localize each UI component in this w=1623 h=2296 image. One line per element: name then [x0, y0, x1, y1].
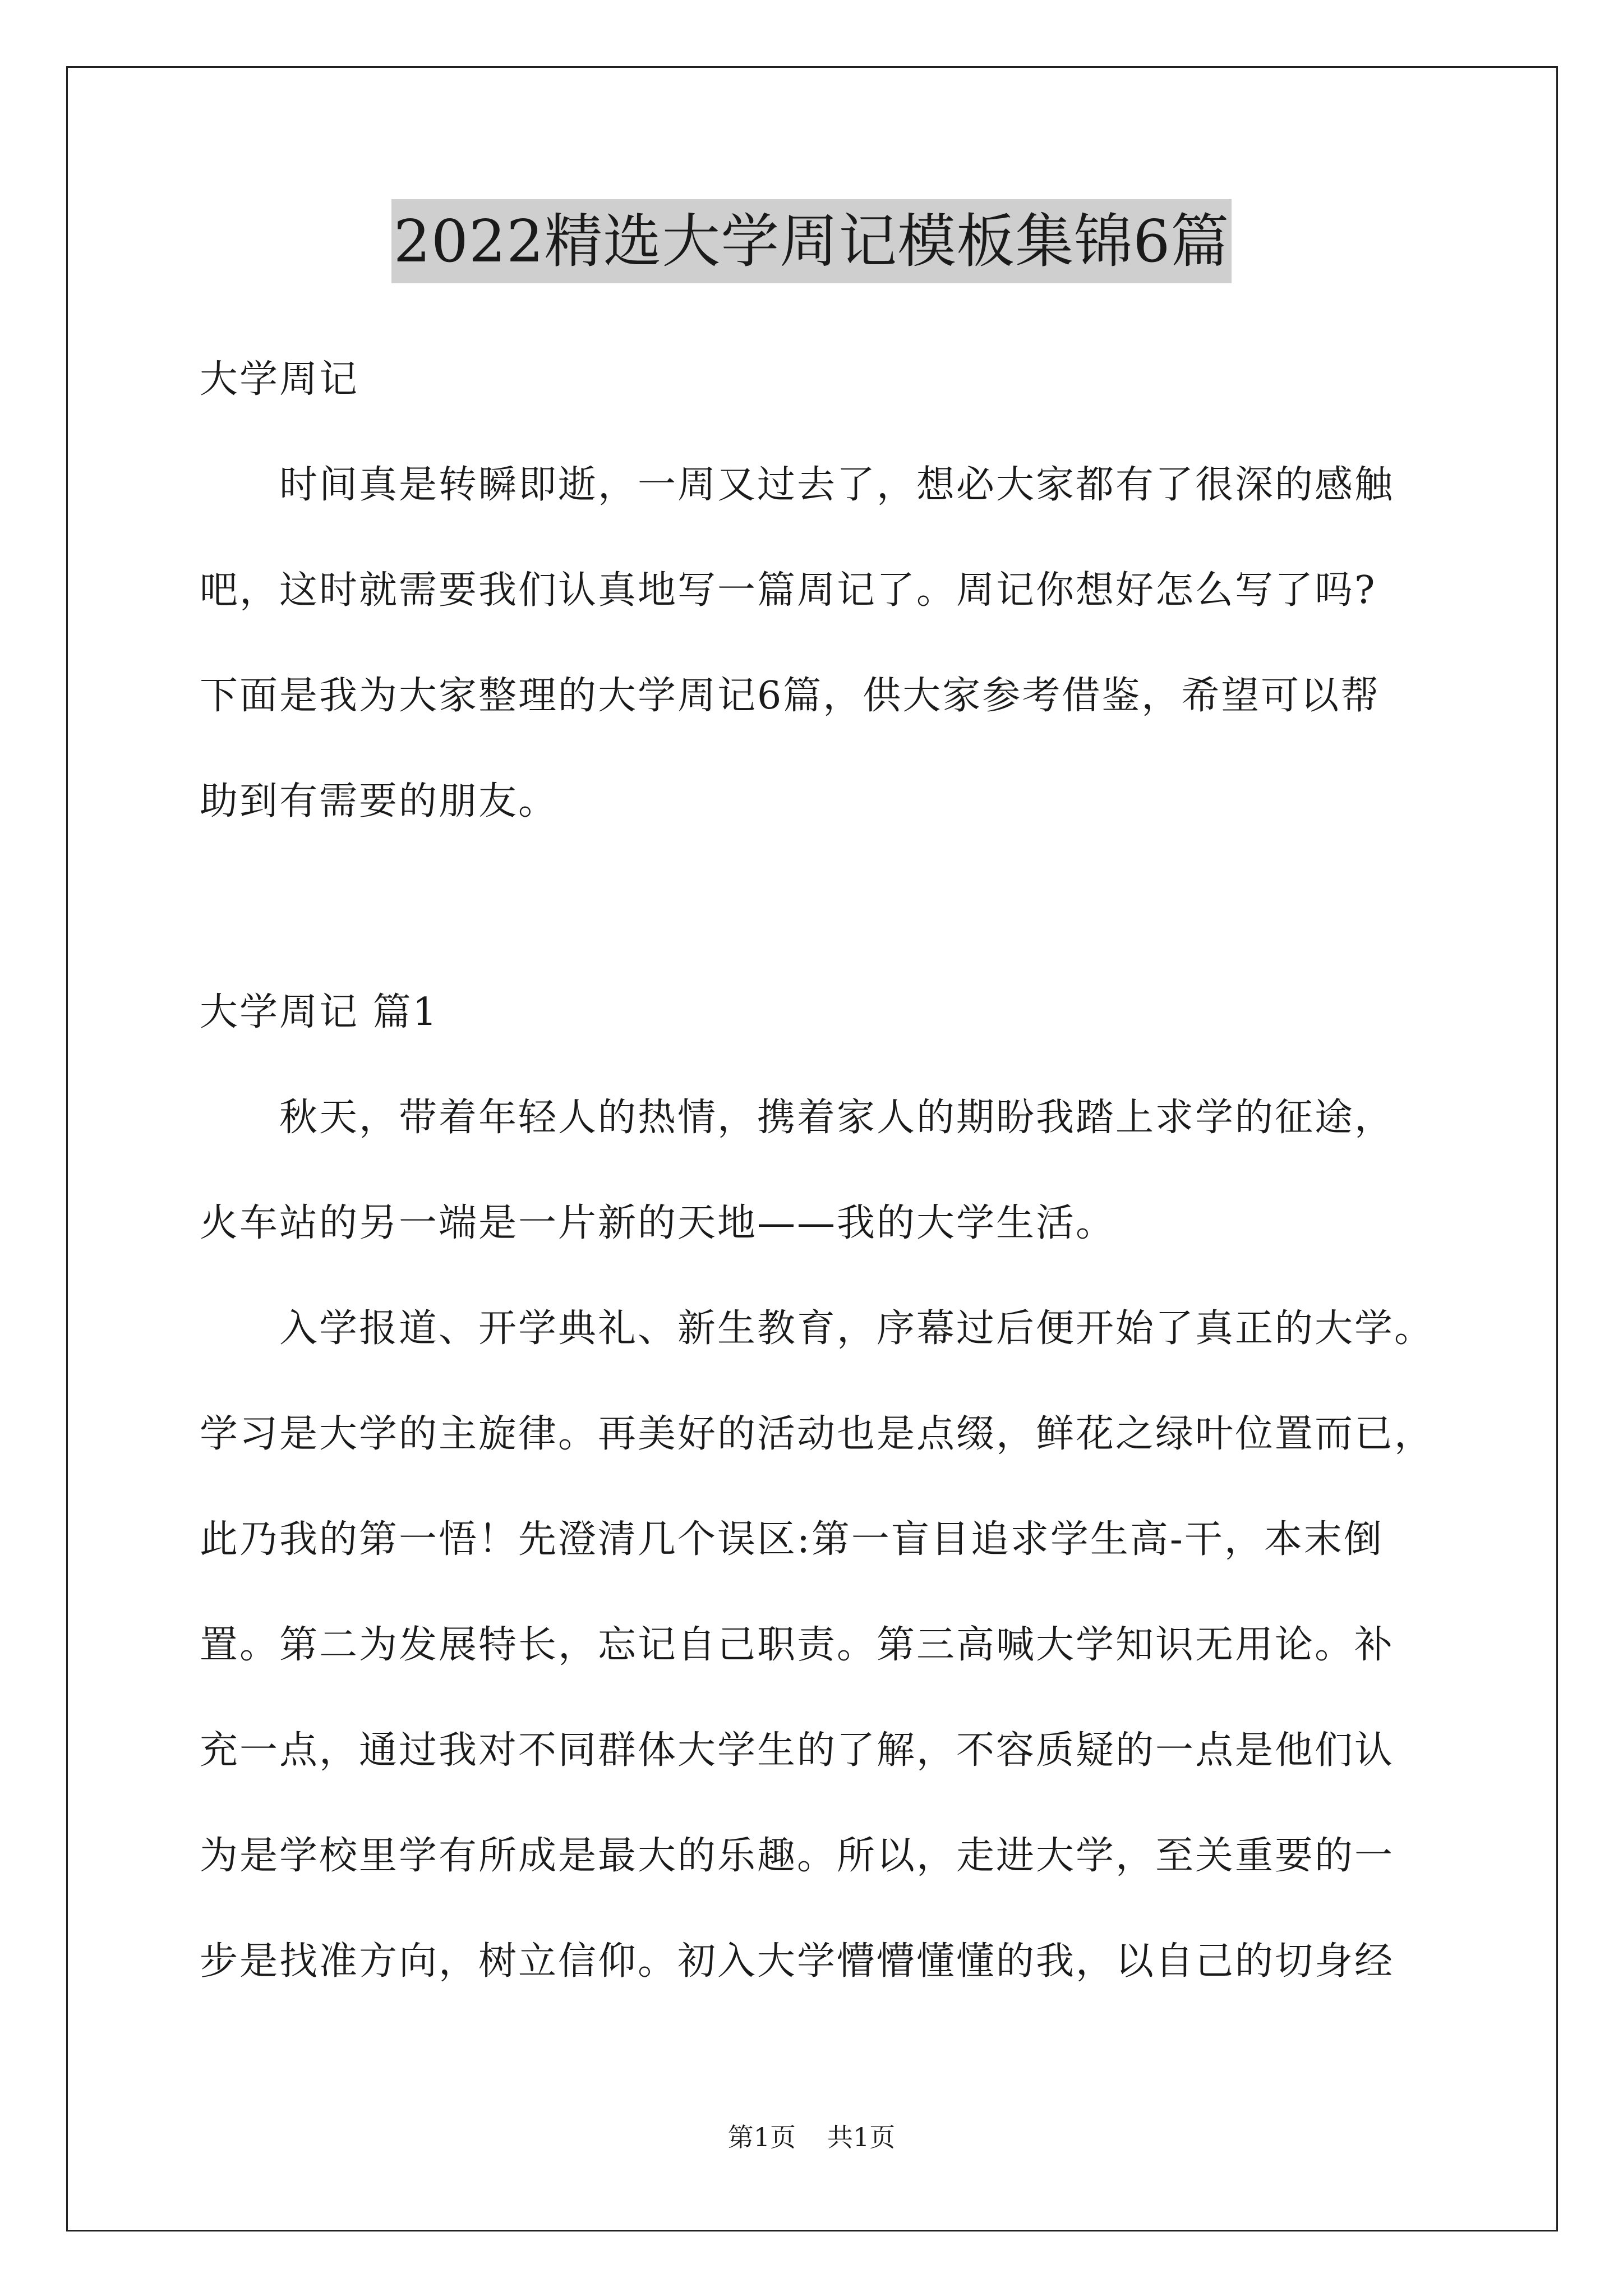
paragraph-line: 为是学校里学有所成是最大的乐趣。所以，走进大学，至关重要的一	[200, 1834, 1395, 1878]
paragraph-line: 时间真是转瞬即逝，一周又过去了，想必大家都有了很深的感触	[279, 463, 1395, 507]
page-total: 共1页	[827, 2122, 896, 2152]
section-heading-intro: 大学周记	[200, 357, 359, 402]
paragraph-line: 火车站的另一端是一片新的天地——我的大学生活。	[200, 1201, 1116, 1245]
paragraph-line: 秋天，带着年轻人的热情，携着家人的期盼我踏上求学的征途，	[279, 1096, 1395, 1140]
paragraph-line: 此乃我的第一悟！先澄清几个误区:第一盲目追求学生高-干，本末倒	[200, 1517, 1384, 1562]
page-footer	[0, 2120, 1623, 2154]
section-heading-part1: 大学周记 篇1	[200, 990, 439, 1034]
paragraph-line: 入学报道、开学典礼、新生教育，序幕过后便开始了真正的大学。	[279, 1306, 1435, 1351]
document-title: 2022精选大学周记模板集锦6篇	[391, 199, 1232, 283]
paragraph-line: 学习是大学的主旋律。再美好的活动也是点缀，鲜花之绿叶位置而已，	[200, 1412, 1435, 1456]
paragraph-line: 下面是我为大家整理的大学周记6篇，供大家参考借鉴，希望可以帮	[200, 674, 1381, 718]
paragraph-line: 置。第二为发展特长，忘记自己职责。第三高喊大学知识无用论。补	[200, 1623, 1395, 1667]
paragraph-line: 助到有需要的朋友。	[200, 779, 559, 823]
page-number: 第1页	[727, 2122, 796, 2152]
paragraph-line: 吧，这时就需要我们认真地写一篇周记了。周记你想好怎么写了吗?	[200, 568, 1377, 613]
title-container	[0, 199, 1623, 283]
paragraph-line: 步是找准方向，树立信仰。初入大学懵懵懂懂的我，以自己的切身经	[200, 1939, 1395, 1984]
paragraph-line: 充一点，通过我对不同群体大学生的了解，不容质疑的一点是他们认	[200, 1728, 1395, 1773]
